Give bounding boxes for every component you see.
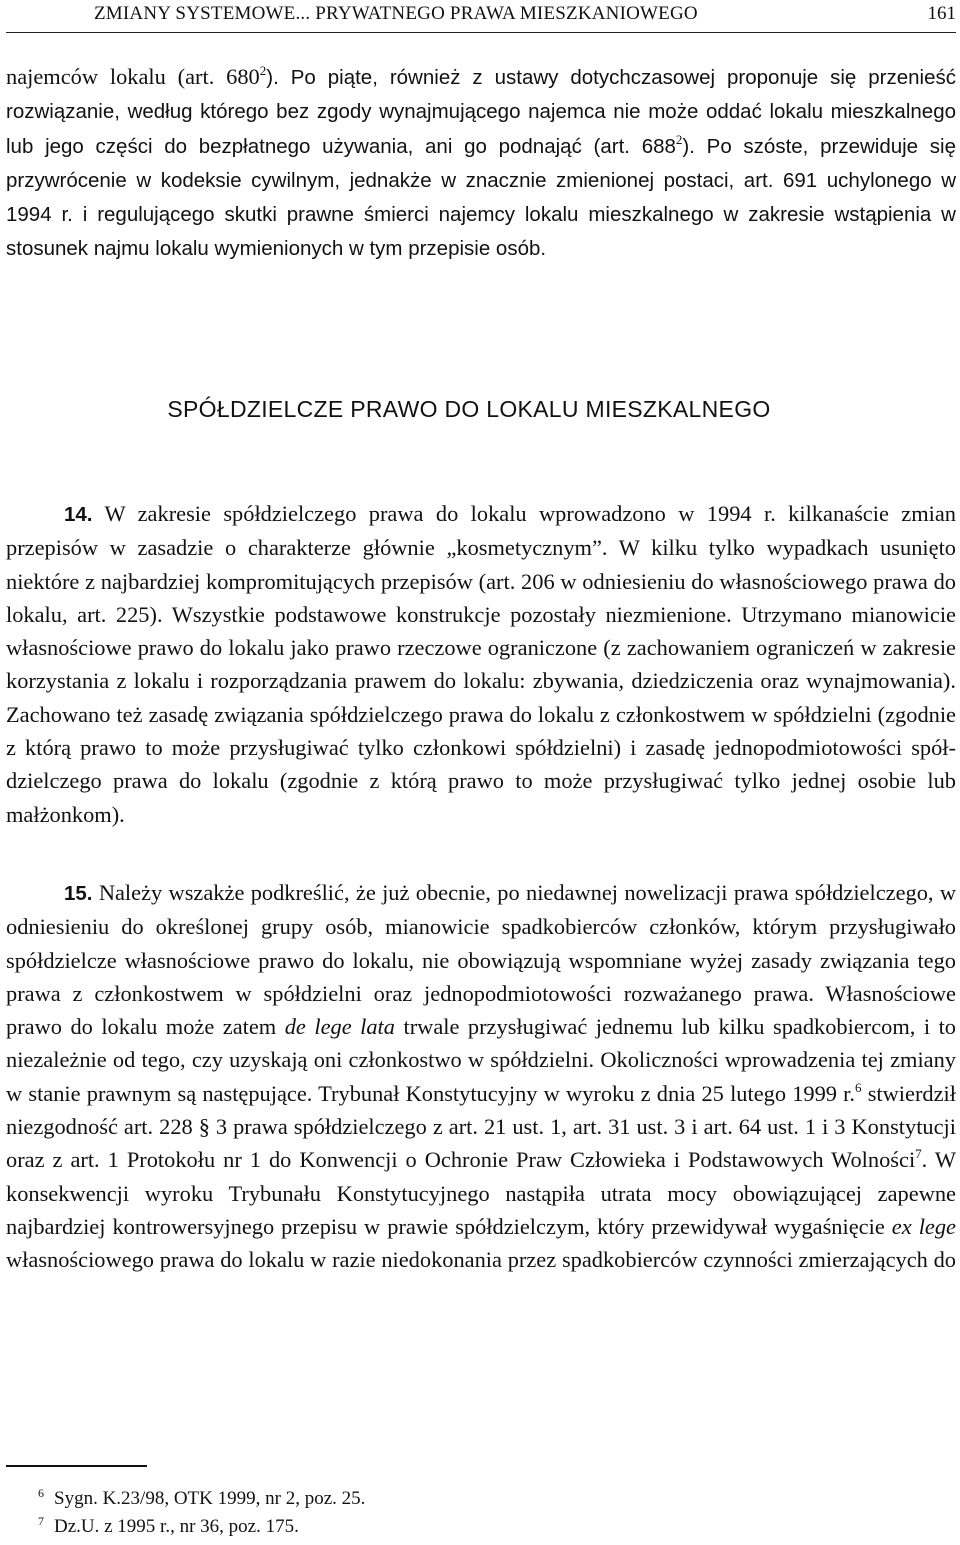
text-run: Należy wszakże podkreślić, że już obecnie, po niedawnej nowelizacji prawa spółdzielczego, w odniesieniu do określonej grupy osób, mianowicie spadkobierców członków, którym przysługiwało spółdzielcze własnościowe prawo do lokalu, nie obowiązują wspomniane wyżej zasady związania tego prawa z członkostwem w spółdzielni oraz jednopodmiotowości rozważanego prawa. Własnościowe prawo do lokalu może zatem	[6, 880, 956, 1040]
superscript: 2	[675, 131, 683, 147]
text-run: trwale przysługiwać jednemu lub kilku spadkobiercom, i to niezależnie od tego, czy uzyskają oni członkostwo w spółdzielni. Okoliczności wprowadzenia tej zmiany w stanie prawnym są następujące. Trybunał Konstytucyjny w wyroku z dnia 25 lutego 1999 r.	[6, 1014, 956, 1106]
paragraph-14-text	[6, 497, 956, 831]
text-run: własnościowego prawa do lokalu w razie niedokonania przez spadkobierców czynności zmierzających do	[6, 1247, 956, 1273]
text-run: ). Po szóste, przewiduje się przywrócenie w kodeksie cywilnym, jednakże w znacznie zmienionej postaci, art. 691 uchylonego w 1994 r. i regulującego skutki prawne śmierci najemcy lokalu mieszkalnego w zakresie wstąpienia w stosunek najmu lokalu wymienionych w tym przepisie osób.	[6, 134, 957, 261]
text-run: . W konsekwencji wyroku Trybunału Konstytucyjnego nastąpiła utrata mocy obowiązującej zapewne najbardziej kontrowersyjnego przepisu w prawie spółdzielczym, który przewidywał wygaśnięcie	[6, 1147, 956, 1239]
text-run: stwierdził niezgodność art. 228 § 3 prawa spółdzielczego z art. 21 ust. 1, art. 31 ust. 3 i art. 64 ust. 1 i 3 Konstytucji oraz z art. 1 Protokołu nr 1 do Konwencji o Ochronie Praw Człowieka i Podstawowych Wolności	[6, 1080, 956, 1173]
paragraph-number: 14.	[64, 503, 93, 526]
paragraph-14	[6, 497, 956, 831]
paragraph-number: 15.	[64, 882, 93, 905]
section-heading: SPÓŁDZIELCZE PRAWO DO LOKALU MIESZKALNEGO	[167, 396, 771, 422]
italic-phrase: de lege lata	[284, 1014, 395, 1040]
footnote-text: Dz.U. z 1995 r., nr 36, poz. 175.	[54, 1516, 299, 1537]
continued-paragraph	[6, 60, 956, 266]
text-run: najemców lokalu (art. 680	[6, 64, 260, 89]
footnote-mark: 6	[38, 1486, 44, 1500]
text-run: ). Po piąte, również z ustawy dotychczasowej proponuje się przenieść rozwiązanie, według którego bez zgody wynajmującego najemca nie może oddać lokalu mieszkalnego lub jego części do bezpłatnego używania, ani go podnająć (art. 688	[6, 66, 956, 158]
footnotes	[6, 1485, 956, 1541]
paragraph-15	[6, 876, 956, 1277]
footnote-mark: 7	[38, 1514, 44, 1528]
page-number: 161	[927, 3, 956, 24]
continued-paragraph-text	[6, 60, 956, 266]
paragraph-15-text	[6, 876, 956, 1277]
footnote-text: Sygn. K.23/98, OTK 1999, nr 2, poz. 25.	[54, 1488, 366, 1509]
document-page	[6, 0, 956, 1545]
italic-phrase: ex lege	[891, 1213, 956, 1239]
running-header-title: ZMIANY SYSTEMOWE... PRYWATNEGO PRAWA MIESZKANIOWEGO	[94, 3, 698, 24]
footnote-reference[interactable]: 7	[915, 1146, 922, 1162]
footnote-reference[interactable]: 6	[855, 1079, 862, 1095]
text-run: W zakresie spółdzielczego prawa do lokalu wprowadzono w 1994 r. kilkanaście zmian przepisów w zasadzie o charakterze głównie „kosmetycznym”. W kilku tylko wypadkach usunięto niektóre z najbardziej kompromitujących przepisów (art. 206 w odniesieniu do własnościowego prawa do lokalu, art. 225). Wszystkie podstawowe konstrukcje pozostały niezmienione. Utrzymano mianowicie własnościowe prawo do lokalu jako prawo rzeczowe ograniczone (z zachowaniem ograniczeń w zakresie korzystania z lokalu i rozporządzania prawem do lokalu: zbywania, dziedziczenia oraz wynajmowania). Zachowano też zasadę związania spółdzielczego prawa do lokalu z członkostwem w spółdzielni (zgodnie z którą prawo to może przysługiwać tylko członkowi spółdzielni) i zasadę jednopodmiotowości spółdzielczego prawa do lokalu (zgodnie z którą prawo to może przysługiwać tylko jednej osobie lub małżonkom).	[6, 501, 956, 827]
footnote	[6, 1513, 956, 1541]
footnote-separator	[6, 1465, 147, 1467]
superscript: 2	[259, 63, 267, 78]
running-header	[6, 0, 956, 33]
footnote	[6, 1485, 956, 1513]
